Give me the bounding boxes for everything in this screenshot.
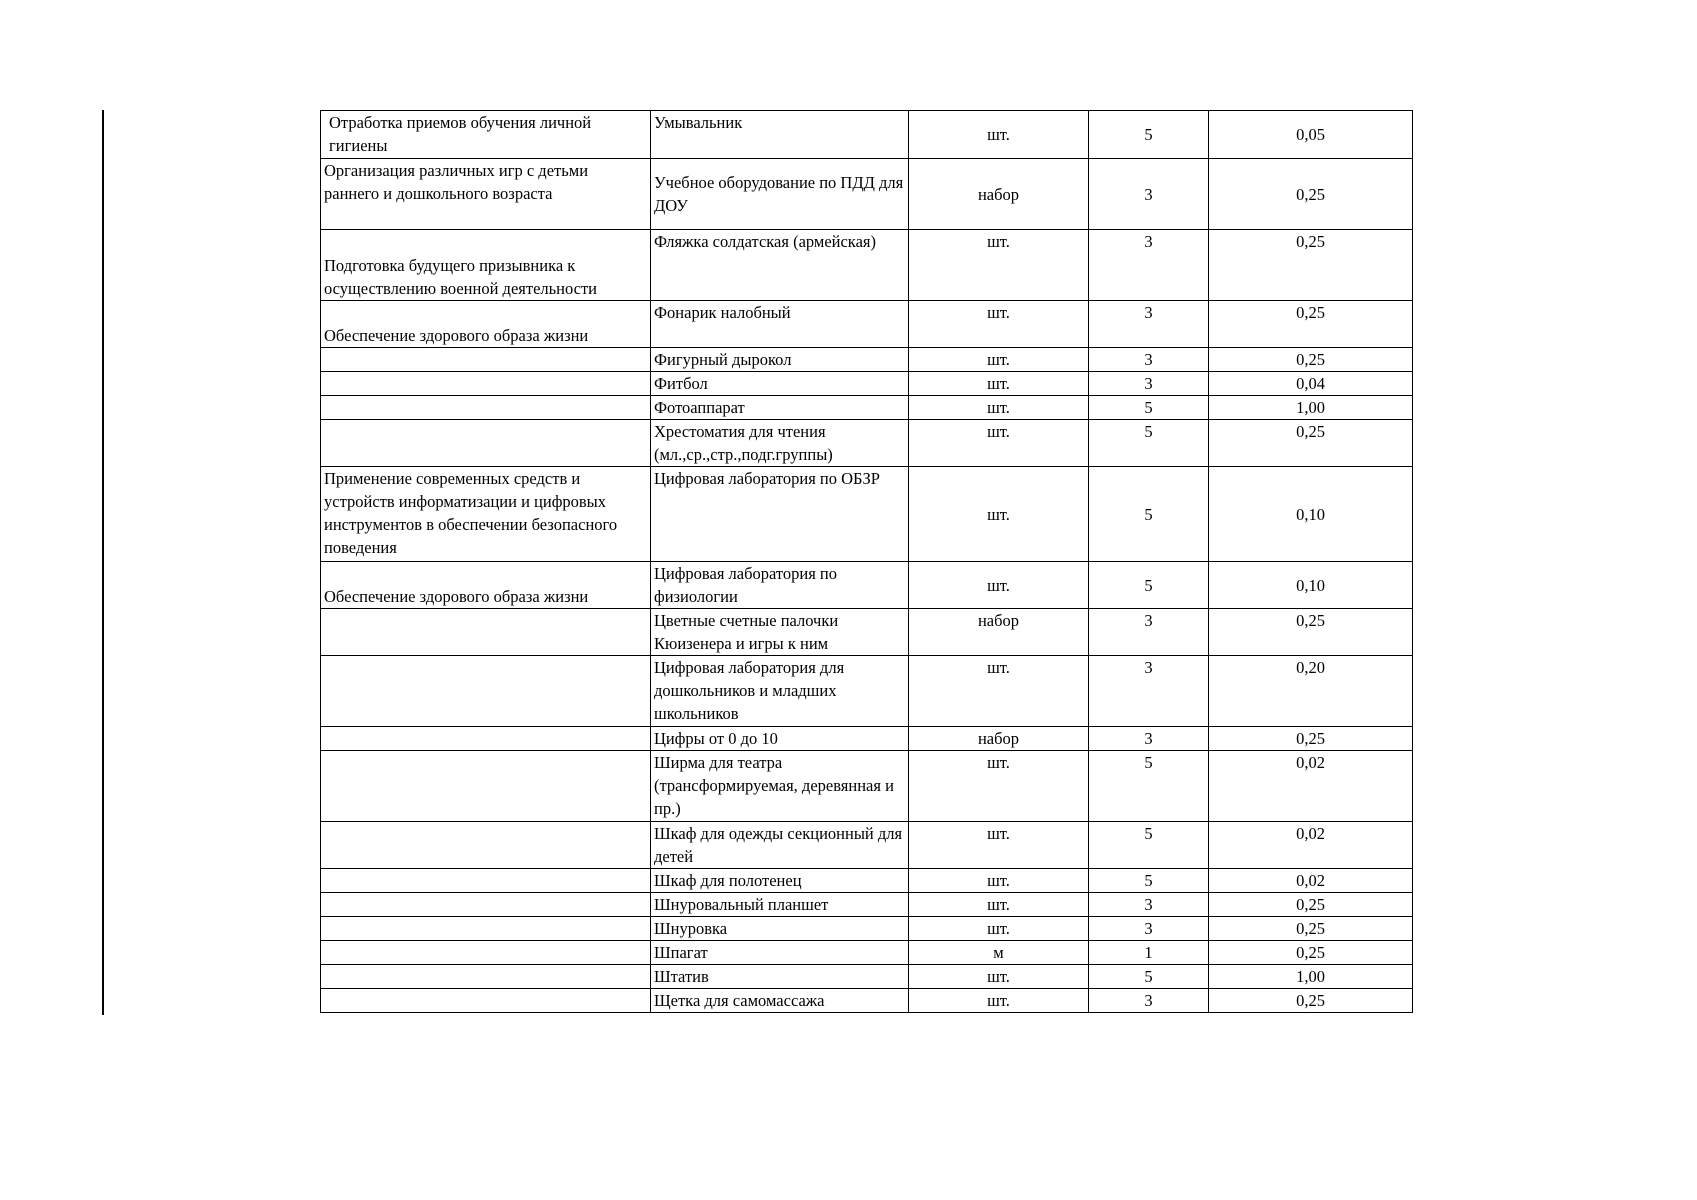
quantity-cell: 5 bbox=[1089, 562, 1209, 609]
quantity-cell: 5 bbox=[1089, 965, 1209, 989]
norm-cell: 0,25 bbox=[1209, 420, 1413, 467]
norm-cell: 0,10 bbox=[1209, 562, 1413, 609]
quantity-cell: 3 bbox=[1089, 372, 1209, 396]
table-row bbox=[321, 609, 1413, 656]
quantity-cell: 5 bbox=[1089, 111, 1209, 159]
activity-cell: Подготовка будущего призывника к осуществлению военной деятельности bbox=[321, 230, 651, 301]
activity-cell bbox=[321, 372, 651, 396]
activity-cell bbox=[321, 348, 651, 372]
activity-cell: Отработка приемов обучения личной гигиены bbox=[321, 111, 651, 159]
activity-cell: Обеспечение здорового образа жизни bbox=[321, 562, 651, 609]
quantity-cell: 3 bbox=[1089, 230, 1209, 301]
norm-cell: 0,25 bbox=[1209, 941, 1413, 965]
table-row bbox=[321, 467, 1413, 562]
item-name-cell: Фляжка солдатская (армейская) bbox=[651, 230, 909, 301]
unit-cell: м bbox=[909, 941, 1089, 965]
unit-cell: шт. bbox=[909, 372, 1089, 396]
unit-cell: шт. bbox=[909, 917, 1089, 941]
quantity-cell: 3 bbox=[1089, 989, 1209, 1013]
norm-cell: 0,04 bbox=[1209, 372, 1413, 396]
quantity-cell: 3 bbox=[1089, 727, 1209, 751]
norm-cell: 0,25 bbox=[1209, 917, 1413, 941]
quantity-cell: 3 bbox=[1089, 656, 1209, 727]
table-row bbox=[321, 562, 1413, 609]
item-name-cell: Умывальник bbox=[651, 111, 909, 159]
activity-cell bbox=[321, 396, 651, 420]
table-row bbox=[321, 989, 1413, 1013]
table-row bbox=[321, 751, 1413, 822]
item-name-cell: Фитбол bbox=[651, 372, 909, 396]
norm-cell: 0,02 bbox=[1209, 869, 1413, 893]
norm-cell: 1,00 bbox=[1209, 965, 1413, 989]
table-row bbox=[321, 420, 1413, 467]
table-row bbox=[321, 396, 1413, 420]
item-name-cell: Фотоаппарат bbox=[651, 396, 909, 420]
norm-cell: 0,02 bbox=[1209, 822, 1413, 869]
item-name-cell: Цифровая лаборатория для дошкольников и младших школьников bbox=[651, 656, 909, 727]
norm-cell: 0,25 bbox=[1209, 230, 1413, 301]
unit-cell: шт. bbox=[909, 893, 1089, 917]
table-row bbox=[321, 727, 1413, 751]
activity-cell bbox=[321, 656, 651, 727]
activity-cell bbox=[321, 822, 651, 869]
unit-cell: шт. bbox=[909, 989, 1089, 1013]
table-row bbox=[321, 348, 1413, 372]
table-row bbox=[321, 656, 1413, 727]
activity-cell bbox=[321, 989, 651, 1013]
quantity-cell: 3 bbox=[1089, 301, 1209, 348]
equipment-table bbox=[320, 110, 1413, 1013]
table-row bbox=[321, 965, 1413, 989]
activity-cell bbox=[321, 751, 651, 822]
unit-cell: шт. bbox=[909, 751, 1089, 822]
unit-cell: шт. bbox=[909, 301, 1089, 348]
left-margin-line bbox=[102, 110, 104, 1015]
quantity-cell: 5 bbox=[1089, 420, 1209, 467]
table-row bbox=[321, 111, 1413, 159]
unit-cell: шт. bbox=[909, 562, 1089, 609]
norm-cell: 0,25 bbox=[1209, 609, 1413, 656]
table-row bbox=[321, 230, 1413, 301]
norm-cell: 0,25 bbox=[1209, 301, 1413, 348]
item-name-cell: Шнуровальный планшет bbox=[651, 893, 909, 917]
item-name-cell: Ширма для театра (трансформируемая, деревянная и пр.) bbox=[651, 751, 909, 822]
activity-cell bbox=[321, 965, 651, 989]
norm-cell: 0,25 bbox=[1209, 893, 1413, 917]
item-name-cell: Шнуровка bbox=[651, 917, 909, 941]
table-row bbox=[321, 822, 1413, 869]
norm-cell: 0,25 bbox=[1209, 348, 1413, 372]
table-row bbox=[321, 917, 1413, 941]
item-name-cell: Щетка для самомассажа bbox=[651, 989, 909, 1013]
norm-cell: 0,25 bbox=[1209, 159, 1413, 230]
unit-cell: шт. bbox=[909, 869, 1089, 893]
table-row bbox=[321, 869, 1413, 893]
unit-cell: шт. bbox=[909, 111, 1089, 159]
activity-cell bbox=[321, 869, 651, 893]
quantity-cell: 5 bbox=[1089, 822, 1209, 869]
norm-cell: 0,25 bbox=[1209, 727, 1413, 751]
activity-cell: Обеспечение здорового образа жизни bbox=[321, 301, 651, 348]
activity-cell: Организация различных игр с детьми раннего и дошкольного возраста bbox=[321, 159, 651, 230]
item-name-cell: Учебное оборудование по ПДД для ДОУ bbox=[651, 159, 909, 230]
activity-cell bbox=[321, 893, 651, 917]
item-name-cell: Цветные счетные палочки Кюизенера и игры к ним bbox=[651, 609, 909, 656]
unit-cell: шт. bbox=[909, 467, 1089, 562]
unit-cell: набор bbox=[909, 727, 1089, 751]
norm-cell: 0,20 bbox=[1209, 656, 1413, 727]
unit-cell: шт. bbox=[909, 822, 1089, 869]
unit-cell: шт. bbox=[909, 396, 1089, 420]
item-name-cell: Хрестоматия для чтения (мл.,ср.,стр.,подг.группы) bbox=[651, 420, 909, 467]
table-row bbox=[321, 893, 1413, 917]
unit-cell: шт. bbox=[909, 420, 1089, 467]
item-name-cell: Шкаф для полотенец bbox=[651, 869, 909, 893]
unit-cell: шт. bbox=[909, 348, 1089, 372]
quantity-cell: 3 bbox=[1089, 159, 1209, 230]
activity-cell: Применение современных средств и устройств информатизации и цифровых инструментов в обеспечении безопасного поведения bbox=[321, 467, 651, 562]
unit-cell: набор bbox=[909, 159, 1089, 230]
unit-cell: набор bbox=[909, 609, 1089, 656]
quantity-cell: 3 bbox=[1089, 917, 1209, 941]
quantity-cell: 3 bbox=[1089, 893, 1209, 917]
table-row bbox=[321, 301, 1413, 348]
activity-cell bbox=[321, 941, 651, 965]
item-name-cell: Штатив bbox=[651, 965, 909, 989]
unit-cell: шт. bbox=[909, 965, 1089, 989]
quantity-cell: 3 bbox=[1089, 609, 1209, 656]
item-name-cell: Цифровая лаборатория по ОБЗР bbox=[651, 467, 909, 562]
quantity-cell: 3 bbox=[1089, 348, 1209, 372]
activity-cell bbox=[321, 727, 651, 751]
table-row bbox=[321, 941, 1413, 965]
activity-cell bbox=[321, 917, 651, 941]
activity-cell bbox=[321, 609, 651, 656]
item-name-cell: Шпагат bbox=[651, 941, 909, 965]
item-name-cell: Фонарик налобный bbox=[651, 301, 909, 348]
quantity-cell: 5 bbox=[1089, 467, 1209, 562]
norm-cell: 0,10 bbox=[1209, 467, 1413, 562]
item-name-cell: Цифровая лаборатория по физиологии bbox=[651, 562, 909, 609]
item-name-cell: Цифры от 0 до 10 bbox=[651, 727, 909, 751]
quantity-cell: 5 bbox=[1089, 396, 1209, 420]
norm-cell: 0,05 bbox=[1209, 111, 1413, 159]
table-row bbox=[321, 159, 1413, 230]
activity-cell bbox=[321, 420, 651, 467]
norm-cell: 1,00 bbox=[1209, 396, 1413, 420]
item-name-cell: Шкаф для одежды секционный для детей bbox=[651, 822, 909, 869]
table-row bbox=[321, 372, 1413, 396]
norm-cell: 0,02 bbox=[1209, 751, 1413, 822]
quantity-cell: 5 bbox=[1089, 869, 1209, 893]
unit-cell: шт. bbox=[909, 230, 1089, 301]
unit-cell: шт. bbox=[909, 656, 1089, 727]
norm-cell: 0,25 bbox=[1209, 989, 1413, 1013]
quantity-cell: 5 bbox=[1089, 751, 1209, 822]
item-name-cell: Фигурный дырокол bbox=[651, 348, 909, 372]
quantity-cell: 1 bbox=[1089, 941, 1209, 965]
